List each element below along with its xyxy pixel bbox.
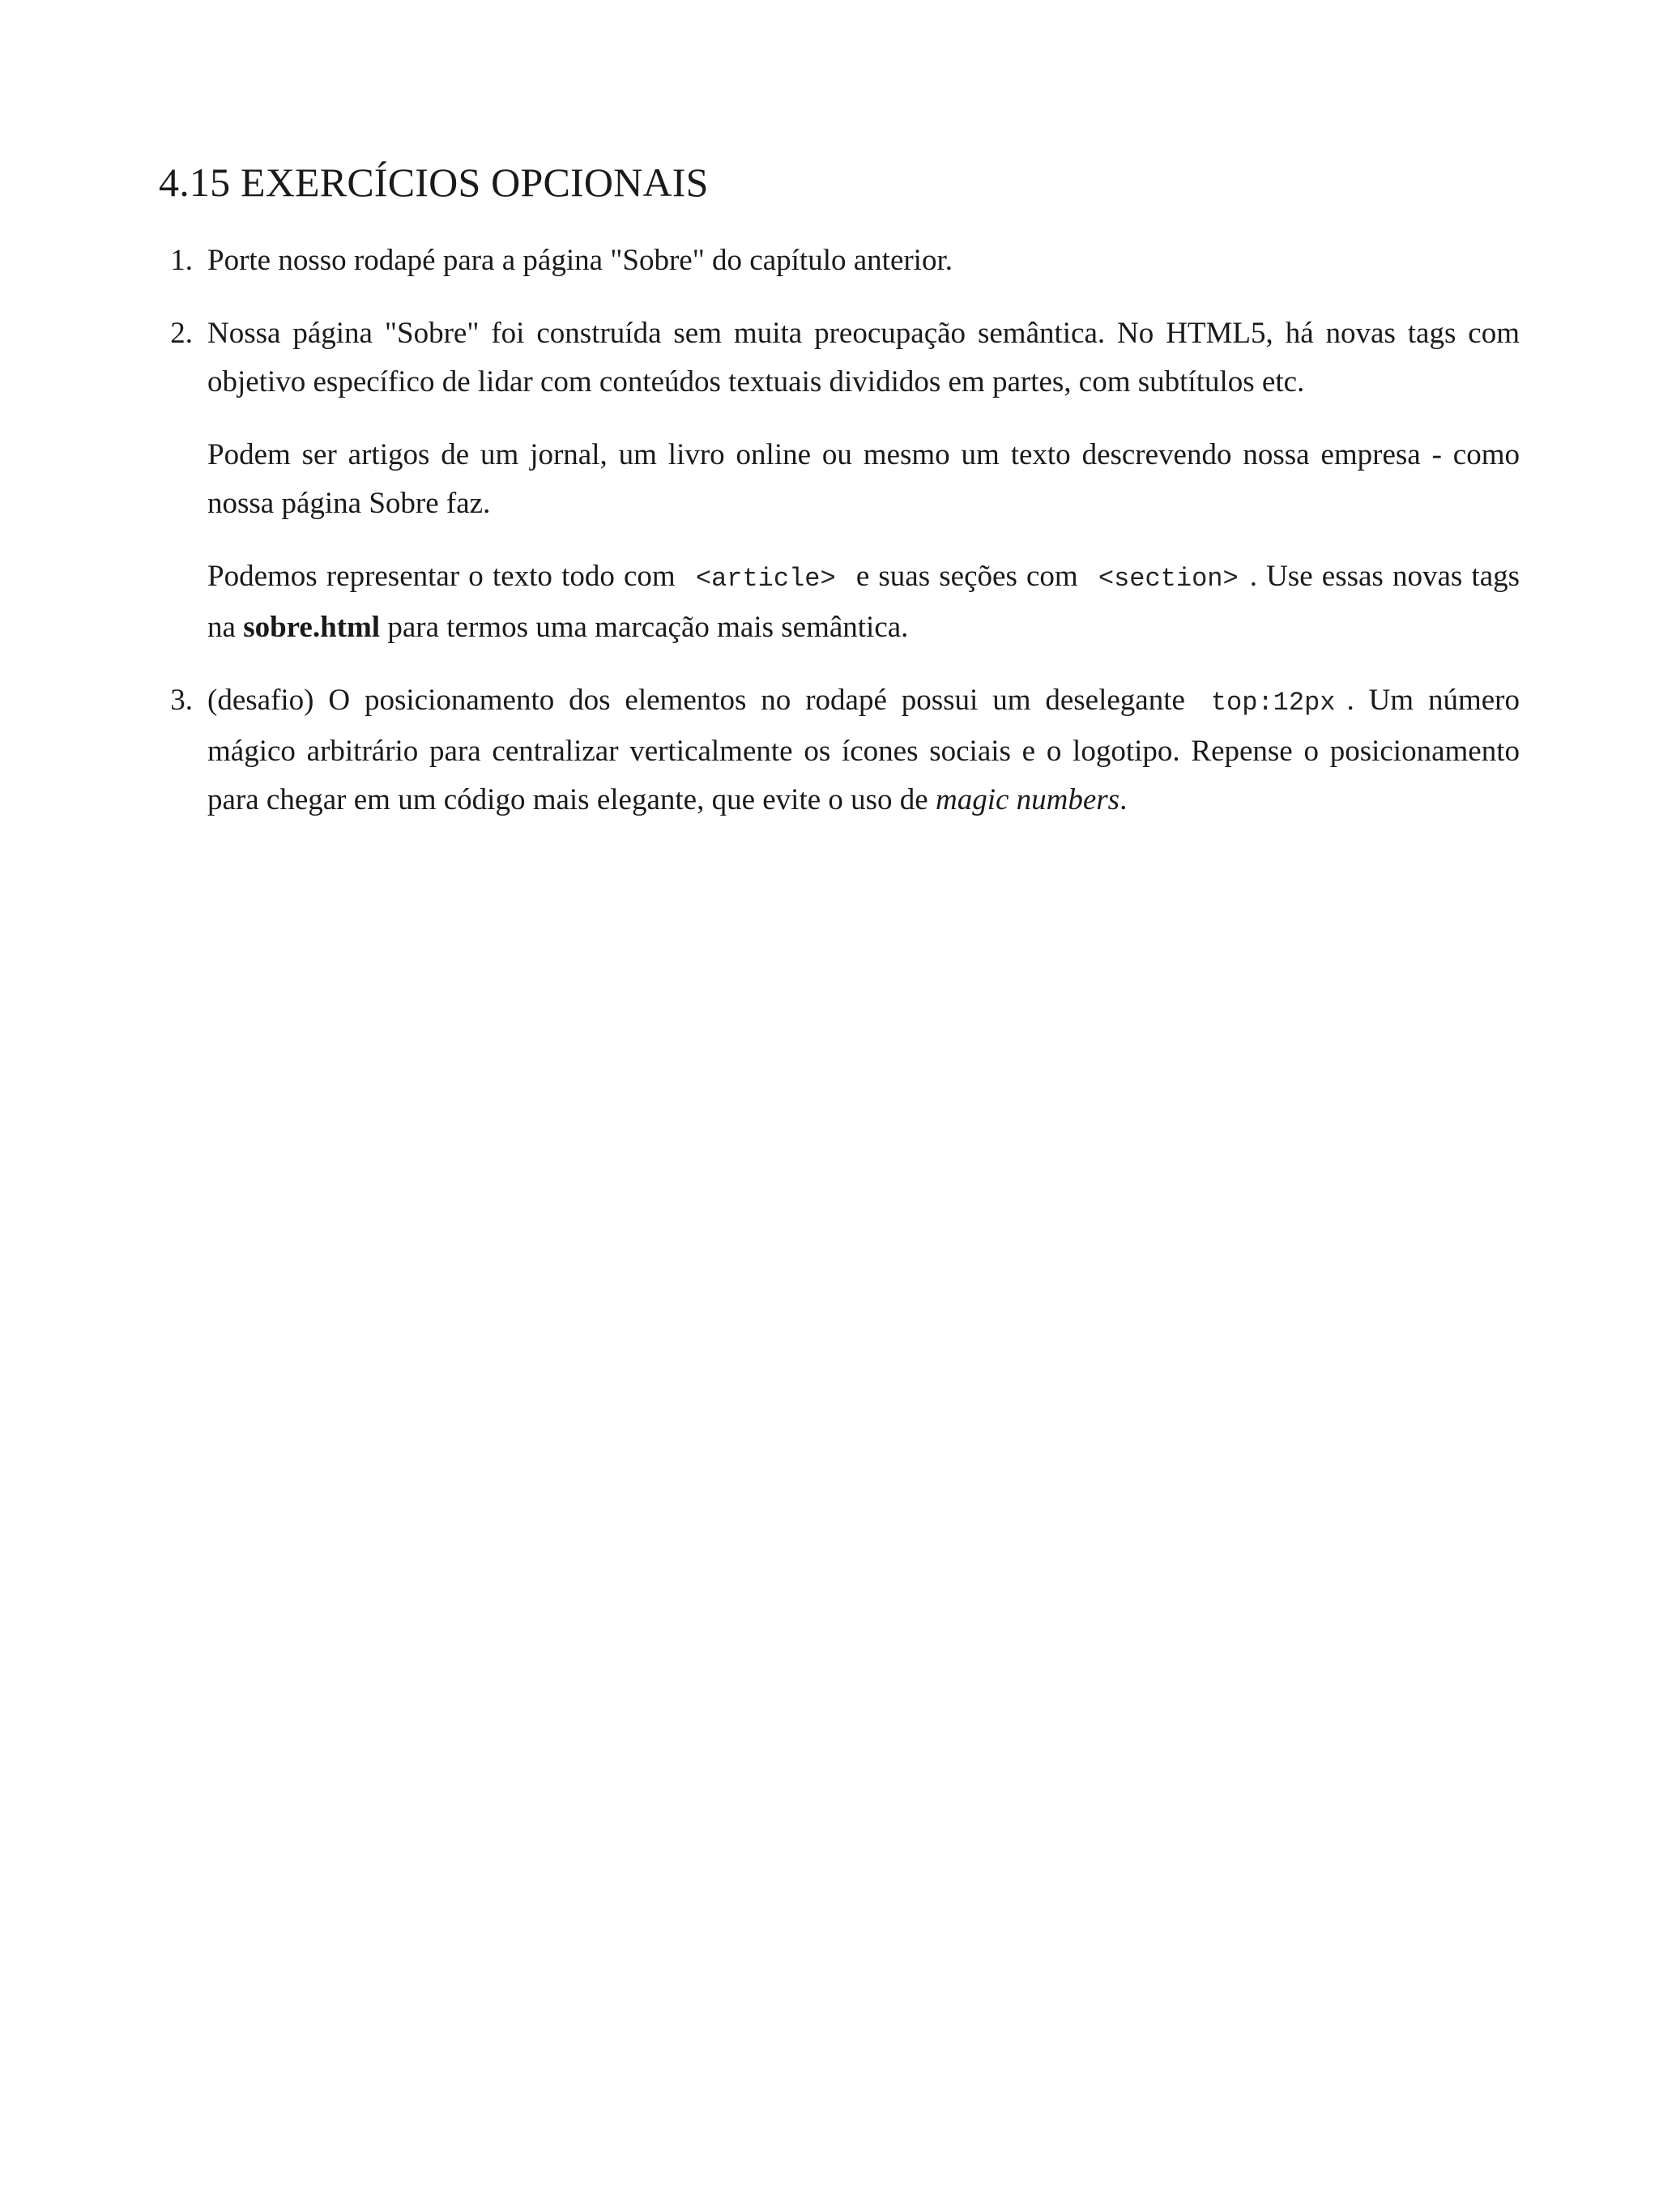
- inline-code-article: <article>: [695, 564, 836, 594]
- inline-code-section: <section>: [1098, 564, 1239, 594]
- exercise-paragraph: [207, 552, 1520, 652]
- exercise-list: [159, 237, 1520, 825]
- italic-term: magic numbers: [935, 783, 1120, 816]
- document-page: [159, 154, 1520, 849]
- section-heading: 4.15 EXERCÍCIOS OPCIONAIS: [159, 160, 709, 205]
- text-run: para termos uma marcação mais semântica.: [387, 611, 909, 644]
- exercise-paragraph: Podem ser artigos de um jornal, um livro online ou mesmo um texto descrevendo nossa empresa - como nossa página Sobre faz.: [207, 438, 1520, 520]
- text-run: .: [1120, 783, 1128, 816]
- bold-filename: sobre.html: [243, 611, 381, 644]
- text-run: (desafio) O posicionamento dos elementos no rodapé possui um deselegante: [207, 684, 1185, 717]
- exercise-number: 2.: [170, 317, 193, 350]
- exercise-text: [207, 676, 1520, 825]
- text-run: . Use essas novas tags na: [207, 560, 1520, 644]
- exercise-item-2: [170, 309, 1520, 652]
- exercise-number: 3.: [170, 684, 193, 717]
- exercise-text: Porte nosso rodapé para a página "Sobre" do capítulo anterior.: [207, 244, 953, 277]
- text-run: Podemos representar o texto todo com: [207, 560, 676, 593]
- exercise-text: Nossa página "Sobre" foi construída sem muita preocupação semântica. No HTML5, há novas tags com objetivo específico de lidar com conteúdos textuais divididos em partes, com subtítulos etc.: [207, 317, 1520, 399]
- text-run: e suas seções com: [855, 560, 1078, 593]
- text-run: . Um número mágico arbitrário para centralizar verticalmente os ícones sociais e o logotipo. Repense o posicionamento para chegar em um código mais elegante, que evite o uso de: [207, 684, 1520, 816]
- exercise-item-1: [170, 237, 1520, 285]
- inline-code-top: top:12px: [1210, 688, 1336, 718]
- exercise-number: 1.: [170, 244, 193, 277]
- exercise-item-3: [170, 676, 1520, 825]
